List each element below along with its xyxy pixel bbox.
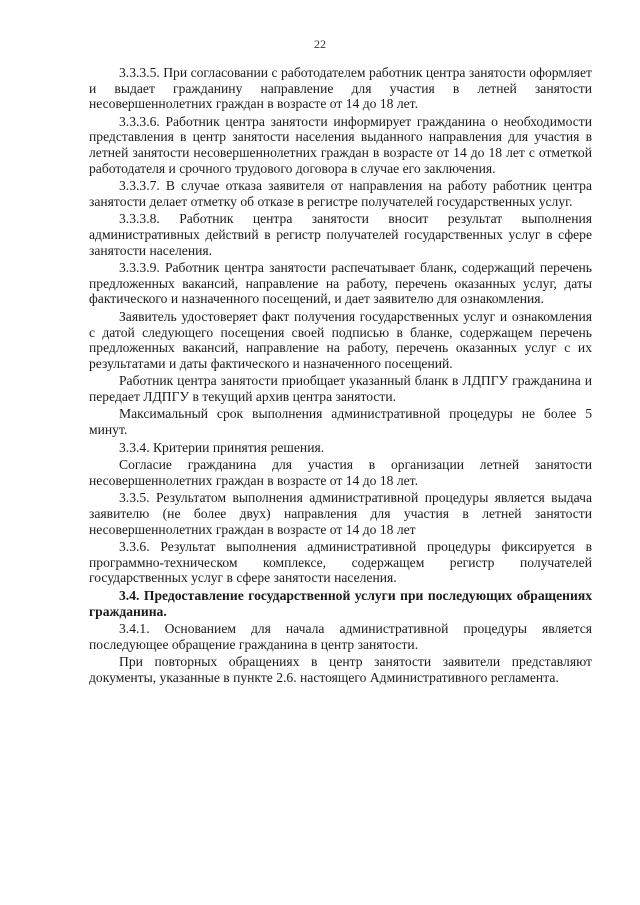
paragraph-3-3-5: 3.3.5. Результатом выполнения административной процедуры является выдача заявителю (не более двух) направления для участия в летней занятости несовершеннолетних граждан в возрасте от 14 до 18 лет <box>89 490 592 537</box>
paragraph-consent: Согласие гражданина для участия в организации летней занятости несовершеннолетних граждан в возрасте от 14 до 18 лет. <box>89 457 592 488</box>
paragraph-repeat-visits: При повторных обращениях в центр занятости заявители представляют документы, указанные в пункте 2.6. настоящего Административного регламента. <box>89 654 592 685</box>
paragraph-3-3-3-6: 3.3.3.6. Работник центра занятости информирует гражданина о необходимости представления в центр занятости населения выданного направления для участия в летней занятости несовершеннолетних граждан в возрасте от 14 до 18 лет с отметкой работодателя и срочного трудового договора в случае его заключения. <box>89 113 592 176</box>
paragraph-3-4-1: 3.4.1. Основанием для начала административной процедуры является последующее обращение гражданина в центр занятости. <box>89 621 592 652</box>
paragraph-applicant-confirmation: Заявитель удостоверяет факт получения государственных услуг и ознакомления с датой следующего посещения своей подписью в бланке, содержащем перечень предложенных вакансий, направление на работу, перечень оказанных услуг с их результатами и даты фактического и назначенного посещений. <box>89 308 592 371</box>
paragraph-max-duration: Максимальный срок выполнения административной процедуры не более 5 минут. <box>89 406 592 438</box>
document-body <box>89 65 592 688</box>
page-number: 22 <box>314 37 326 51</box>
paragraph-form-attachment: Работник центра занятости приобщает указанный бланк в ЛДПГУ гражданина и передает ЛДПГУ в текущий архив центра занятости. <box>89 373 592 404</box>
paragraph-3-3-4: 3.3.4. Критерии принятия решения. <box>119 439 325 455</box>
paragraph-3-3-3-8: 3.3.3.8. Работник центра занятости вносит результат выполнения административных действий в регистр получателей государственных услуг в сфере занятости населения. <box>89 211 592 258</box>
section-heading-3-4: 3.4. Предоставление государственной услуги при последующих обращениях гражданина. <box>89 588 592 619</box>
paragraph-3-3-6: 3.3.6. Результат выполнения административной процедуры фиксируется в программно-техническом комплексе, содержащем регистр получателей государственных услуг в сфере занятости населения. <box>89 539 592 586</box>
paragraph-3-3-3-7: 3.3.3.7. В случае отказа заявителя от направления на работу работник центра занятости делает отметку об отказе в регистре получателей государственных услуг. <box>89 178 592 209</box>
paragraph-3-3-3-5: 3.3.3.5. При согласовании с работодателем работник центра занятости оформляет и выдает гражданину направление для участия в летней занятости несовершеннолетних граждан в возрасте от 14 до 18 лет. <box>89 65 592 112</box>
paragraph-3-3-3-9: 3.3.3.9. Работник центра занятости распечатывает бланк, содержащий перечень предложенных вакансий, направление на работу, перечень оказанных услуг, даты фактического и назначенного посещений, и дает заявителю для ознакомления. <box>89 260 592 307</box>
